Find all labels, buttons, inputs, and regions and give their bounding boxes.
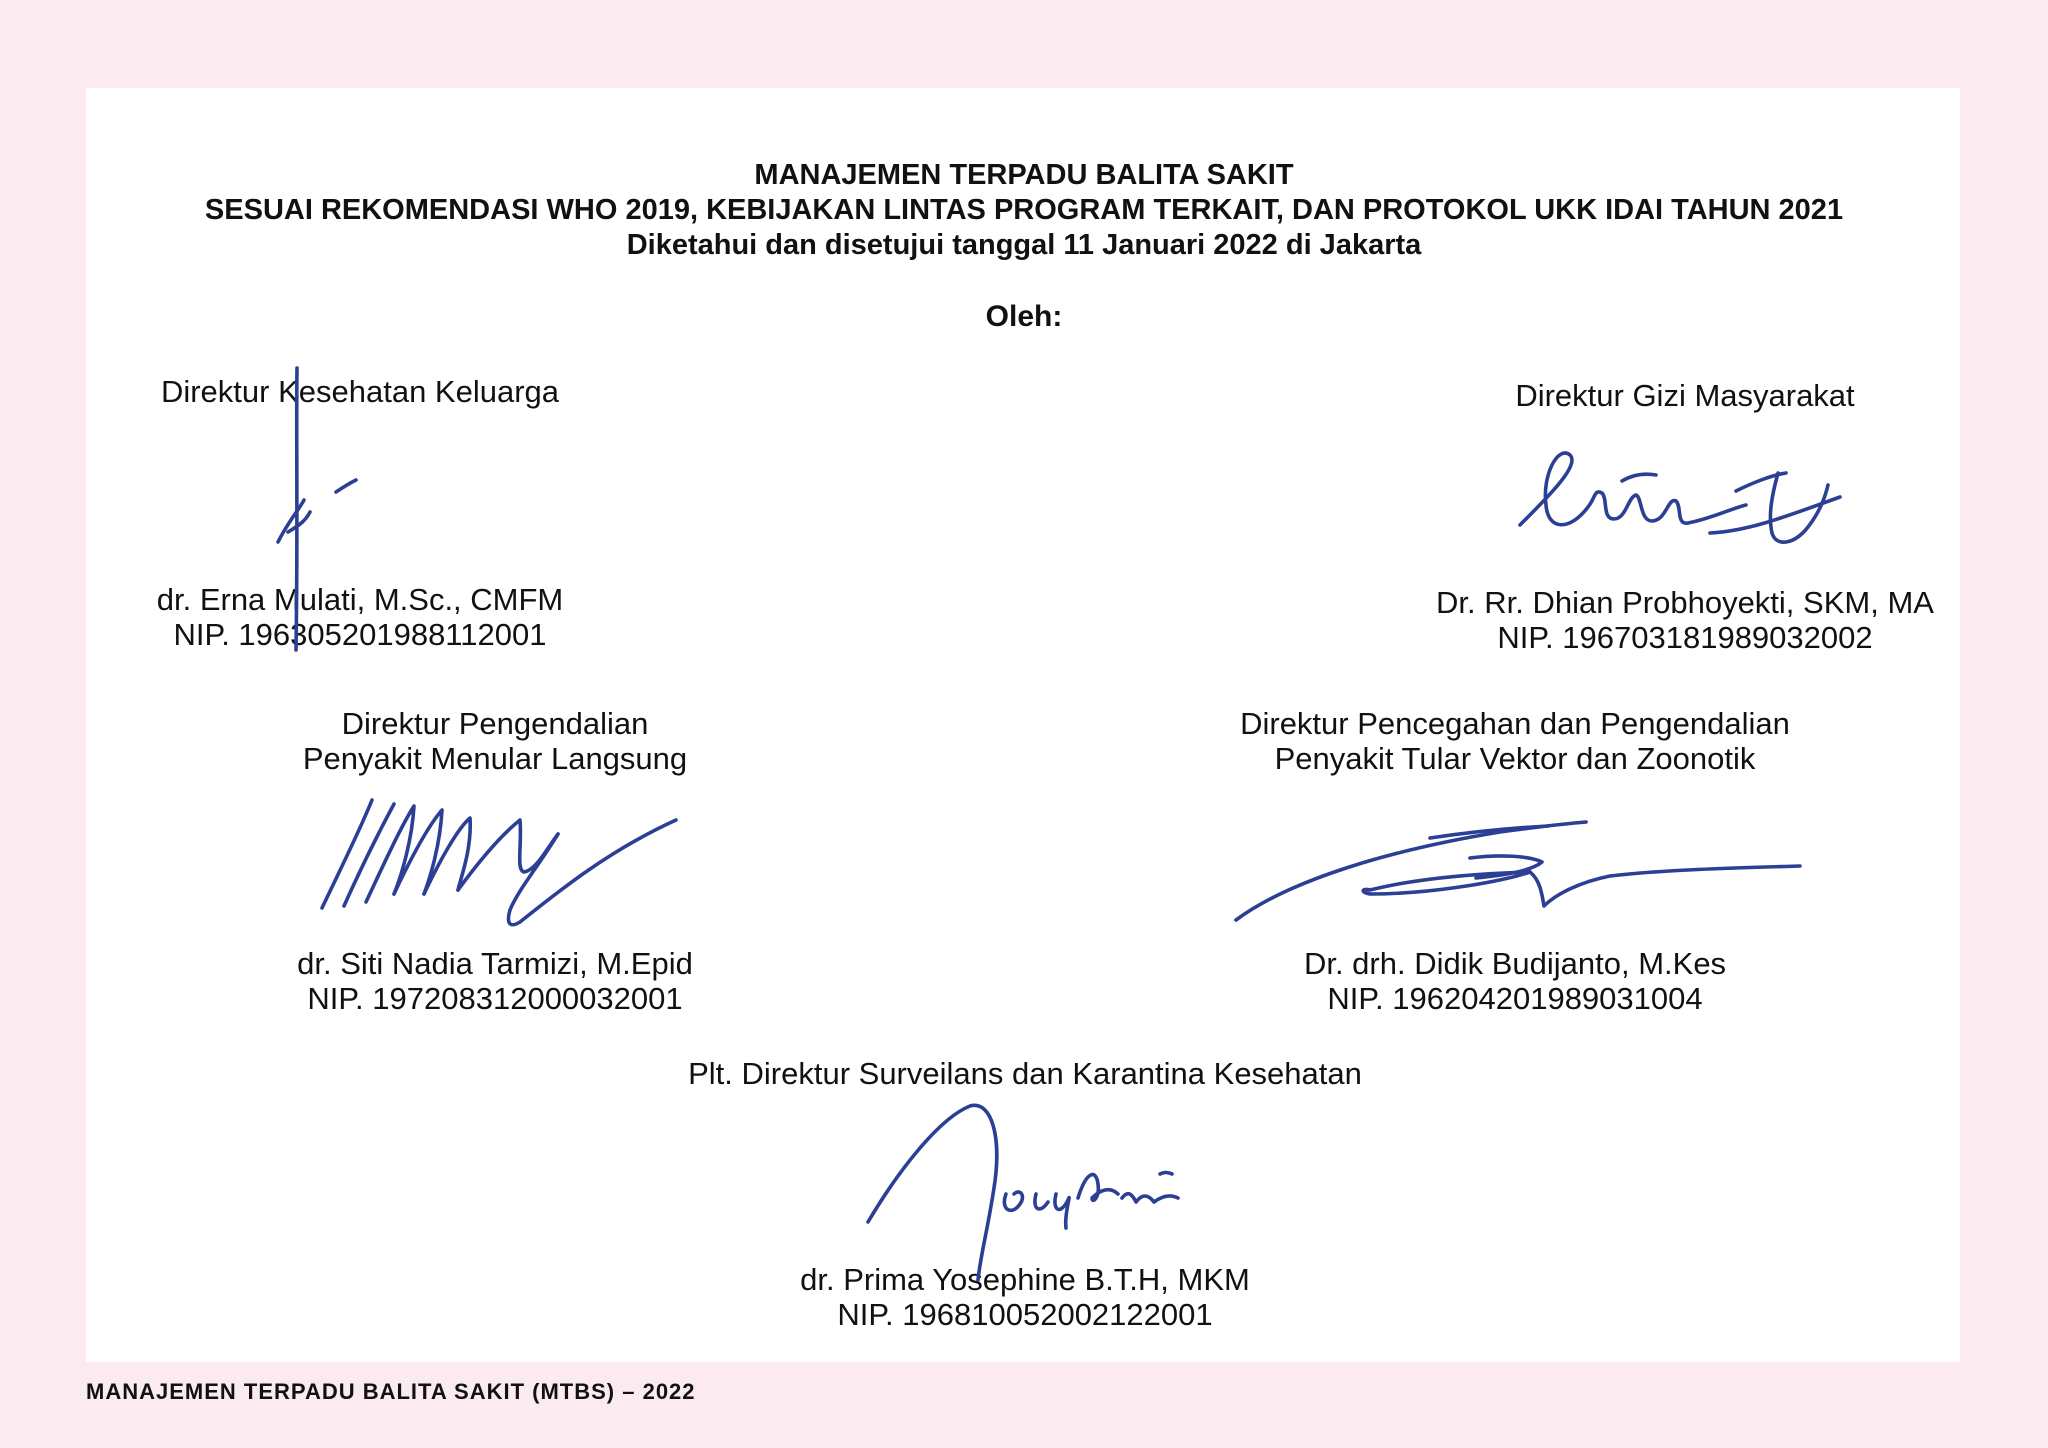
signatory-name-block <box>1385 585 1985 655</box>
signatory-nip: NIP. 196204201989031004 <box>1327 981 1703 1016</box>
signatory-name-block <box>1165 946 1865 1016</box>
signatory-title-line1: Direktur Pencegahan dan Pengendalian <box>1240 706 1790 741</box>
signature-siti-nadia-tarmizi <box>310 790 690 940</box>
signatory-nip: NIP. 196305201988112001 <box>173 617 547 652</box>
signatory-penyakit-menular-langsung <box>245 706 745 776</box>
signatory-nip: NIP. 196810052002122001 <box>837 1297 1213 1332</box>
signatory-name: dr. Prima Yosephine B.T.H, MKM <box>800 1262 1250 1297</box>
approval-date: Diketahui dan disetujui tanggal 11 Januari 2022 di Jakarta <box>626 229 1422 261</box>
oleh-label: Oleh: <box>985 300 1063 333</box>
signature-didik-budijanto <box>1230 810 1810 930</box>
signatory-title: Plt. Direktur Surveilans dan Karantina Kesehatan <box>688 1056 1362 1091</box>
signatory-name: Dr. Rr. Dhian Probhoyekti, SKM, MA <box>1436 585 1934 620</box>
signatory-penyakit-tular-vektor <box>1165 706 1865 776</box>
signature-erna-mulati <box>260 360 380 660</box>
signatory-name: dr. Siti Nadia Tarmizi, M.Epid <box>297 946 693 981</box>
signatory-nip: NIP. 196703181989032002 <box>1497 620 1873 655</box>
signatory-title-line2: Penyakit Menular Langsung <box>302 741 688 776</box>
signatory-name: dr. Erna Mulati, M.Sc., CMFM <box>156 582 564 617</box>
signatory-title: Direktur Gizi Masyarakat <box>1515 378 1855 413</box>
signatory-title: Direktur Kesehatan Keluarga <box>160 374 560 409</box>
signature-prima-yosephine <box>860 1098 1220 1288</box>
document-subtitle: SESUAI REKOMENDASI WHO 2019, KEBIJAKAN LINTAS PROGRAM TERKAIT, DAN PROTOKOL UKK IDAI TAHUN 2021 <box>204 194 1844 226</box>
signature-dhian-probhoyekti <box>1510 435 1870 555</box>
signatory-nip: NIP. 197208312000032001 <box>307 981 683 1016</box>
signatory-name: Dr. drh. Didik Budijanto, M.Kes <box>1303 946 1727 981</box>
signatory-title-line1: Direktur Pengendalian <box>341 706 649 741</box>
signatory-name-block <box>245 946 745 1016</box>
signatory-title-line2: Penyakit Tular Vektor dan Zoonotik <box>1274 741 1756 776</box>
page-footer: MANAJEMEN TERPADU BALITA SAKIT (MTBS) – 2022 <box>86 1379 696 1404</box>
signatory-surveilans-karantina <box>600 1056 1450 1091</box>
document-title: MANAJEMEN TERPADU BALITA SAKIT <box>754 159 1294 191</box>
signatory-gizi-masyarakat <box>1385 378 1985 413</box>
